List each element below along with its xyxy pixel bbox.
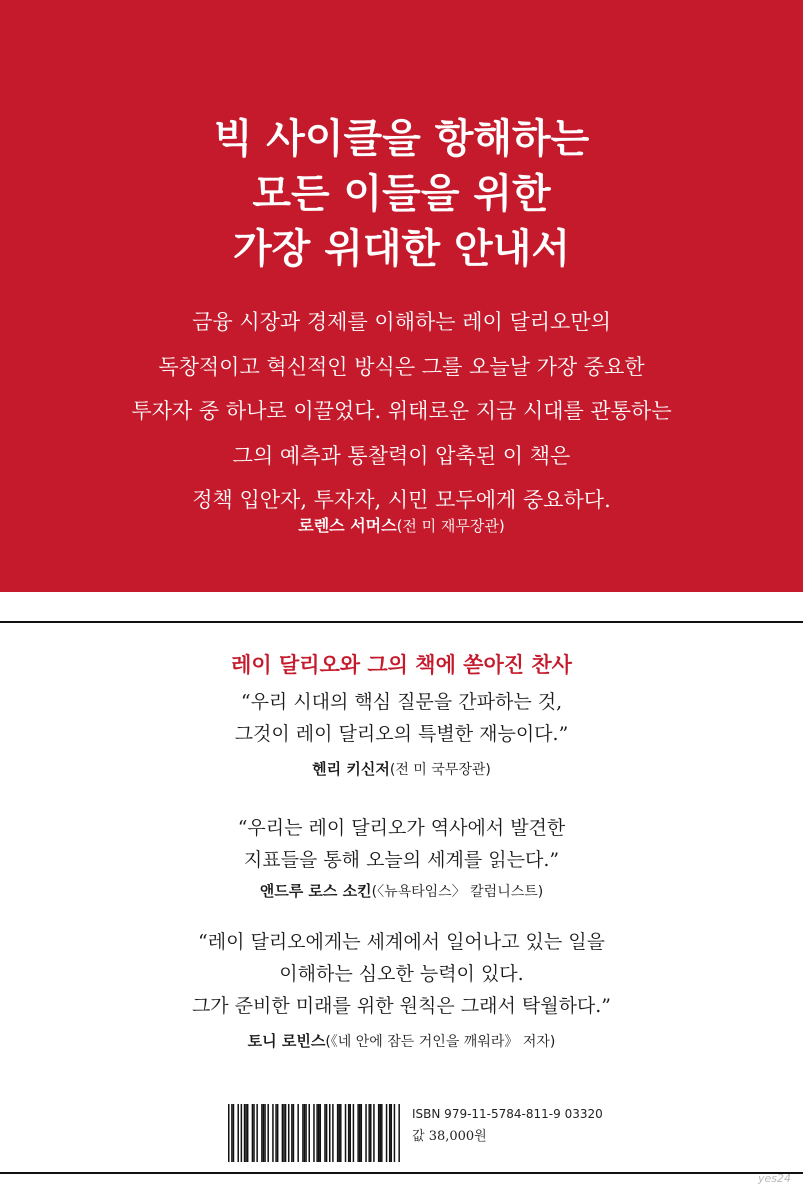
headline-line: 모든 이들을 위한 xyxy=(252,171,551,217)
praise-quote xyxy=(0,926,803,1022)
barcode-bar xyxy=(272,1104,274,1162)
quote-attribution xyxy=(0,1030,803,1053)
barcode-bar xyxy=(326,1104,328,1162)
barcode-bar xyxy=(267,1104,269,1162)
endorsement-line: 투자자 중 하나로 이끌었다. 위태로운 지금 시대를 관통하는 xyxy=(131,399,672,423)
barcode-bar xyxy=(391,1104,393,1162)
barcode-bar xyxy=(288,1104,290,1162)
barcode-bar xyxy=(231,1104,233,1162)
endorsement-line: 그의 예측과 통찰력이 압축된 이 책은 xyxy=(232,443,571,468)
barcode-bar xyxy=(348,1104,350,1162)
barcode-bar xyxy=(337,1104,339,1162)
barcode-bar xyxy=(365,1104,367,1162)
bottom-divider xyxy=(0,1172,803,1174)
barcode-bar xyxy=(345,1104,347,1162)
barcode-bar xyxy=(361,1104,363,1162)
quote-author-role: (《네 안에 잠든 거인을 깨워라》 저자) xyxy=(325,1034,556,1050)
quote-attribution xyxy=(0,758,803,781)
isbn-text: ISBN 979-11-5784-811-9 03320 xyxy=(412,1107,603,1121)
barcode-bar xyxy=(381,1104,383,1162)
barcode-bar xyxy=(332,1104,334,1162)
barcode-bar xyxy=(252,1104,254,1162)
barcode-bar xyxy=(244,1104,246,1162)
quote-author-role: (전 미 국무장관) xyxy=(389,762,491,778)
barcode-bar xyxy=(313,1104,315,1162)
barcode-bar xyxy=(318,1104,320,1162)
top-red-panel xyxy=(0,0,803,592)
barcode-bar xyxy=(261,1104,263,1162)
barcode-bar xyxy=(324,1104,326,1162)
attribution-role: (전 미 재무장관) xyxy=(396,517,505,535)
headline-line: 빅 사이클을 항해하는 xyxy=(213,116,590,162)
barcode-bar xyxy=(316,1104,318,1162)
quote-author: 토니 로빈스 xyxy=(247,1032,326,1050)
quote-line: 이해하는 심오한 능력이 있다. xyxy=(279,963,524,985)
barcode-bar xyxy=(368,1104,370,1162)
barcode-bar xyxy=(275,1104,277,1162)
barcode-bar xyxy=(308,1104,310,1162)
quote-line: 그것이 레이 달리오의 특별한 재능이다.” xyxy=(234,723,569,745)
barcode-bar xyxy=(373,1104,375,1162)
barcode-bar xyxy=(233,1104,235,1162)
barcode-bar xyxy=(291,1104,293,1162)
barcode-bar xyxy=(256,1104,258,1162)
barcode-bar xyxy=(283,1104,285,1162)
barcode-bar xyxy=(338,1104,340,1162)
barcode xyxy=(228,1104,400,1162)
barcode-bar xyxy=(302,1104,304,1162)
barcode-bar xyxy=(304,1104,306,1162)
attribution-name: 로렌스 서머스 xyxy=(298,516,397,535)
barcode-bar xyxy=(247,1104,249,1162)
barcode-bar xyxy=(241,1104,243,1162)
top-divider xyxy=(0,621,803,623)
endorsement-line: 독창적이고 혁신적인 방식은 그를 오늘날 가장 중요한 xyxy=(158,354,645,379)
barcode-bar xyxy=(370,1104,372,1162)
barcode-bar xyxy=(293,1104,295,1162)
barcode-bar xyxy=(245,1104,247,1162)
barcode-bar xyxy=(359,1104,361,1162)
praise-title: 레이 달리오와 그의 책에 쏟아진 찬사 xyxy=(231,653,572,677)
barcode-bar xyxy=(378,1104,380,1162)
quote-author: 헨리 키신저 xyxy=(312,760,390,778)
endorsement-attribution xyxy=(0,514,803,538)
barcode-bar xyxy=(353,1104,355,1162)
barcode-bar xyxy=(282,1104,284,1162)
barcode-bar xyxy=(285,1104,287,1162)
quote-author: 앤드루 로스 소킨 xyxy=(259,882,372,900)
barcode-bar xyxy=(389,1104,391,1162)
endorsement-line: 정책 입안자, 투자자, 시민 모두에게 중요하다. xyxy=(192,488,611,512)
quote-line: 지표들을 통해 오늘의 세계를 읽는다.” xyxy=(243,849,560,871)
endorsement-text xyxy=(0,300,803,523)
barcode-bar xyxy=(263,1104,265,1162)
barcode-bar xyxy=(357,1104,359,1162)
barcode-bar xyxy=(394,1104,396,1162)
price-text: 값 38,000원 xyxy=(412,1129,487,1144)
headline-line: 가장 위대한 안내서 xyxy=(233,226,570,272)
barcode-bar xyxy=(305,1104,307,1162)
barcode-bar xyxy=(386,1104,388,1162)
barcode-bar xyxy=(379,1104,381,1162)
praise-quote xyxy=(0,686,803,750)
barcode-bar xyxy=(228,1104,230,1162)
headline xyxy=(0,112,803,277)
barcode-bar xyxy=(350,1104,352,1162)
barcode-bar xyxy=(253,1104,255,1162)
barcode-bar xyxy=(320,1104,322,1162)
praise-quote xyxy=(0,812,803,876)
barcode-bar xyxy=(264,1104,266,1162)
barcode-bar xyxy=(329,1104,331,1162)
watermark: yes24 xyxy=(758,1172,792,1185)
barcode-bar xyxy=(340,1104,342,1162)
barcode-bar xyxy=(297,1104,299,1162)
quote-line: “레이 달리오에게는 세계에서 일어나고 있는 일을 xyxy=(198,931,605,953)
quote-line: “우리 시대의 핵심 질문을 간파하는 것, xyxy=(240,691,563,713)
quote-line: 그가 준비한 미래를 위한 원칙은 그래서 탁월하다.” xyxy=(191,995,612,1017)
barcode-bar xyxy=(277,1104,279,1162)
endorsement-line: 금융 시장과 경제를 이해하는 레이 달리오만의 xyxy=(192,310,611,334)
quote-author-role: (〈뉴욕타임스〉 칼럼니스트) xyxy=(371,884,544,900)
barcode-bar xyxy=(398,1104,400,1162)
barcode-bar xyxy=(237,1104,239,1162)
quote-attribution xyxy=(0,880,803,903)
quote-line: “우리는 레이 달리오가 역사에서 발견한 xyxy=(237,817,566,839)
